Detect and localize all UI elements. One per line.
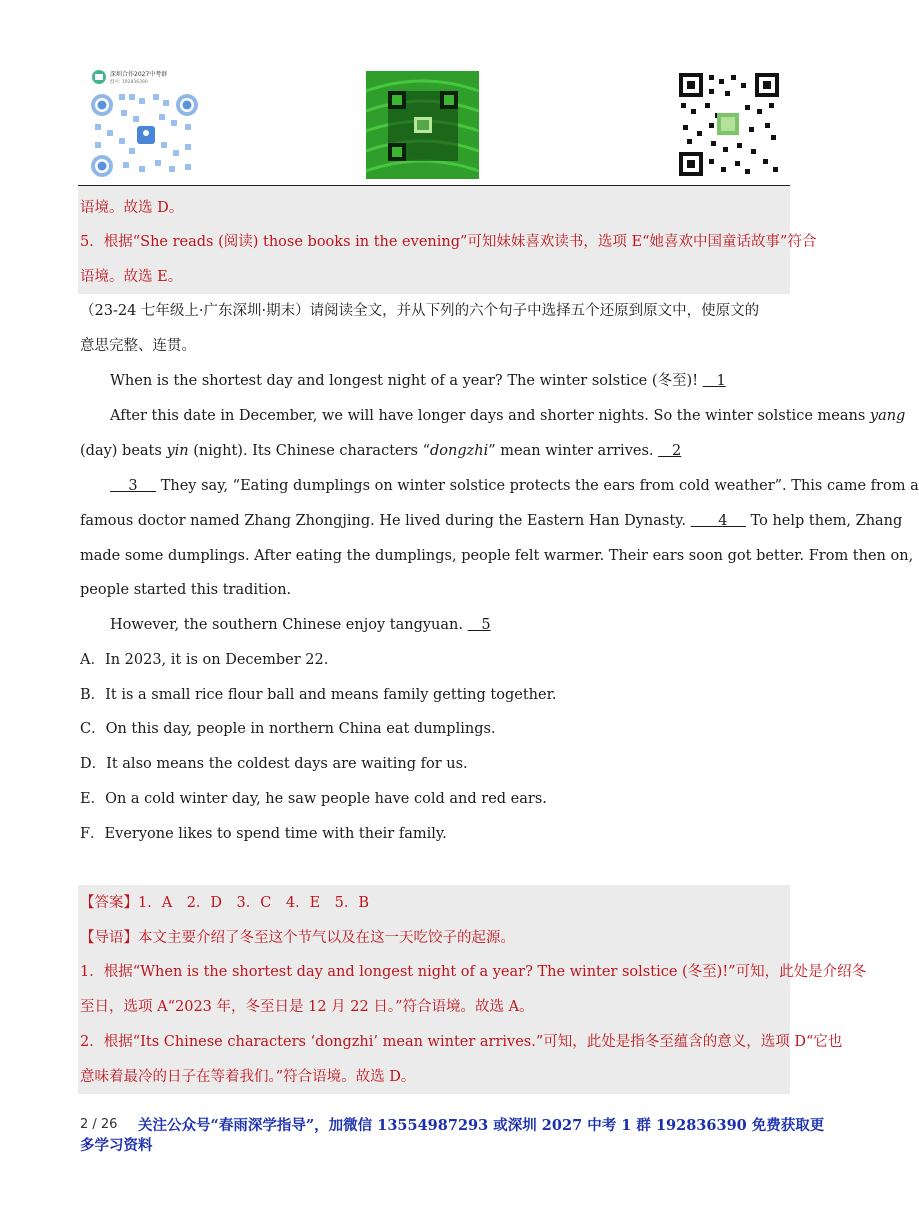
answer-key: 【答案】1．A 2．D 3．C 4．E 5．B (80, 895, 370, 911)
passage-line (110, 406, 905, 426)
option-c: C．On this day, people in northern China eat dumplings. (80, 721, 496, 737)
option-d: D．It also means the coldest days are waiting for us. (80, 756, 468, 772)
green-qr-code (366, 71, 479, 179)
option-e: E．On a cold winter day, he saw people have cold and red ears. (80, 791, 547, 807)
blank-3: 3 (110, 478, 157, 494)
passage-text: However, the southern Chinese enjoy tangyuan. (110, 617, 468, 633)
explanation-line: 2．根据“Its Chinese characters ‘dongzhi’ mean winter arrives.”可知，此处是指冬至蕴含的意义，选项 D“它也 (80, 1034, 843, 1050)
guide-text: 【导语】本文主要介绍了冬至这个节气以及在这一天吃饺子的起源。 (80, 930, 515, 946)
qr-caption-1: 深圳合作2027中考群 (110, 71, 168, 78)
explanation-line: 至日，选项 A“2023 年，冬至日是 12 月 22 日。”符合语境。故选 A。 (80, 999, 534, 1015)
explanation-line: 意味着最冷的日子在等着我们。”符合语境。故选 D。 (80, 1069, 416, 1085)
passage-line (110, 371, 726, 391)
blank-2: 2 (658, 443, 682, 459)
answer-box (78, 885, 790, 1094)
explanation-line: 语境。故选 D。 (80, 200, 184, 216)
option-f: F．Everyone likes to spend time with their family. (80, 826, 447, 842)
question-intro: 意思完整、连贯。 (80, 338, 196, 354)
passage-text: When is the shortest day and longest night of a year? The winter solstice (冬至)! (110, 373, 699, 389)
blank-1: 1 (702, 373, 726, 389)
passage-text: After this date in December, we will have longer days and shorter nights. So the winter solstice means (110, 408, 870, 424)
passage-italic: yin (166, 443, 189, 459)
explanation-line: 语境。故选 E。 (80, 269, 183, 285)
passage-text: famous doctor named Zhang Zhongjing. He lived during the Eastern Han Dynasty. (80, 513, 691, 529)
footer-promo: 多学习资料 (80, 1137, 153, 1154)
option-b: B．It is a small rice flour ball and means family getting together. (80, 687, 557, 703)
blank-4: 4 (690, 513, 746, 529)
option-a: A．In 2023, it is on December 22. (80, 652, 329, 668)
passage-italic: dongzhi (430, 443, 489, 459)
passage-line (110, 615, 491, 635)
passage-text: (night). Its Chinese characters “ (188, 443, 431, 459)
passage-line (110, 476, 919, 496)
explanation-line: 5．根据“She reads (阅读) those books in the evening”可知妹妹喜欢读书，选项 E“她喜欢中国童话故事”符合 (80, 234, 817, 250)
blank-5: 5 (467, 617, 491, 633)
passage-italic: yang (869, 408, 906, 424)
passage-text: To help them, Zhang (745, 513, 903, 529)
qr-caption-2: 群号: 192836390 (110, 80, 148, 85)
passage-line: made some dumplings. After eating the dumplings, people felt warmer. Their ears soon got better. From then on, (80, 548, 914, 564)
footer-promo: 关注公众号“春雨深学指导”，加微信 13554987293 或深圳 2027 中考 1 群 192836390 免费获取更 (138, 1117, 825, 1134)
passage-text: They say, “Eating dumplings on winter solstice protects the ears from cold weather”. This came from a (156, 478, 919, 494)
question-intro: （23-24 七年级上·广东深圳·期末）请阅读全文，并从下列的六个句子中选择五个还原到原文中，使原文的 (80, 303, 760, 319)
passage-line: people started this tradition. (80, 582, 292, 598)
passage-text: (day) beats (80, 443, 167, 459)
wechat-group-qr-code (89, 68, 202, 178)
passage-line (80, 441, 681, 461)
passage-line (80, 511, 902, 531)
passage-text: ” mean winter arrives. (488, 443, 659, 459)
explanation-line: 1．根据“When is the shortest day and longest night of a year? The winter solstice (冬至)!”可知，此处是介绍冬 (80, 964, 867, 980)
qr-code (679, 73, 779, 176)
page-number: 2 / 26 (80, 1117, 118, 1132)
